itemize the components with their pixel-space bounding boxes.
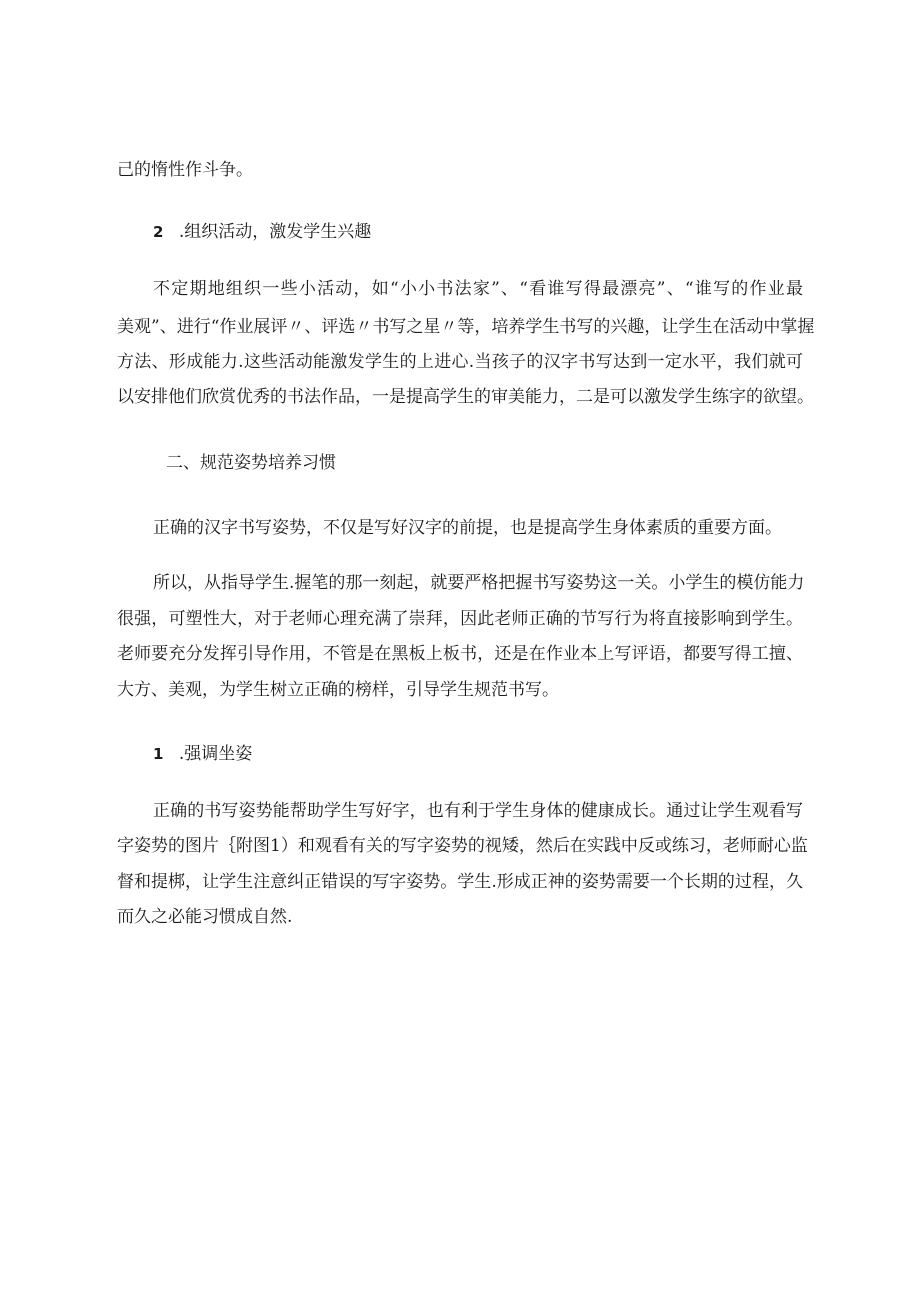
subsection-number: 2 xyxy=(153,223,164,241)
paragraph-line: 不定期地组织一些小活动，如“小小书法家”、“看谁写得最漂亮”、“谁写的作业最 xyxy=(153,279,803,299)
paragraph-line: 字姿势的图片｛附图1）和观看有关的写字姿势的视矮，然后在实践中反或练习，老师耐心监 xyxy=(117,836,808,856)
paragraph-line: 而久之必能习惯成自然. xyxy=(117,907,293,927)
subsection-title: .强调坐姿 xyxy=(178,744,253,764)
paragraph-line: 所以，从指导学生.握笔的那一刻起，就要严格把握书写姿势这一关。小学生的模仿能力 xyxy=(153,573,805,593)
paragraph-line: 大方、美观，为学生树立正确的榜样，引导学生规范书写。 xyxy=(117,680,559,700)
paragraph-line: 方法、形成能力.这些活动能激发学生的上进心.当孩子的汉字书写达到一定水平，我们就可 xyxy=(117,352,803,372)
subsection-number: 1 xyxy=(153,745,164,763)
paragraph-line: 督和提梆，让学生注意纠正错误的写字姿势。学生.形成正神的姿势需要一个长期的过程，久 xyxy=(117,872,803,892)
subsection-heading-activities xyxy=(153,219,371,245)
subsection-title: .组织活动，激发学生兴趣 xyxy=(178,222,372,242)
paragraph-line: 很强，可塑性大，对于老师心理充满了崇拜，因此老师正确的节写行为将直接影响到学生。 xyxy=(117,609,803,629)
paragraph-line: 以安排他们欣赏优秀的书法作品，一是提高学生的审美能力，二是可以激发学生练字的欲望。 xyxy=(117,387,814,407)
continuation-text: 己的惰性作斗争。 xyxy=(117,160,253,180)
subsection-heading-sitting xyxy=(153,741,252,767)
paragraph-line: 老师要充分发挥引导作用，不管是在黑板上板书，还是在作业本上写评语，都要写得工擅、 xyxy=(117,644,803,664)
paragraph-line: 正确的汉字书写姿势，不仅是写好汉字的前提，也是提高学生身体素质的重要方面。 xyxy=(153,518,782,538)
paragraph-line: 美观”、进行“作业展评〃、评选〃书写之星〃等，培养学生书写的兴趣，让学生在活动中掌握 xyxy=(117,317,815,337)
paragraph-line: 正确的书写姿势能帮助学生写好字，也有利于学生身体的健康成长。通过让学生观看写 xyxy=(153,801,803,821)
section-heading-posture: 二、规范姿势培养习惯 xyxy=(166,453,336,473)
